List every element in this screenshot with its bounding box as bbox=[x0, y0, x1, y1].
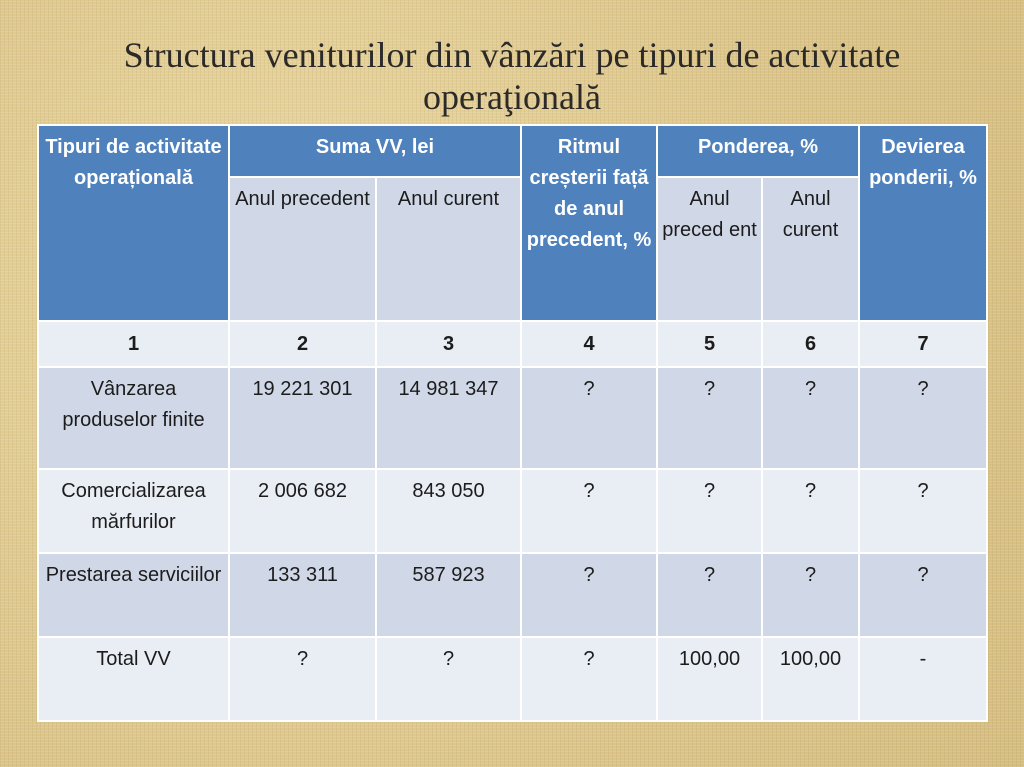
table-cell: ? bbox=[657, 367, 762, 469]
table-row bbox=[38, 367, 987, 469]
header-sum-previous-year: Anul precedent bbox=[229, 177, 376, 321]
table-cell: ? bbox=[657, 469, 762, 553]
table-cell: ? bbox=[657, 553, 762, 637]
table-cell: ? bbox=[521, 469, 657, 553]
column-number: 7 bbox=[859, 321, 987, 367]
header-share: Ponderea, % bbox=[657, 125, 859, 177]
table-cell: 587 923 bbox=[376, 553, 521, 637]
table-cell: ? bbox=[762, 469, 859, 553]
table-cell: ? bbox=[376, 637, 521, 721]
table-cell: ? bbox=[762, 553, 859, 637]
table-cell: ? bbox=[859, 553, 987, 637]
header-sum: Suma VV, lei bbox=[229, 125, 521, 177]
table-cell: 100,00 bbox=[657, 637, 762, 721]
column-number: 5 bbox=[657, 321, 762, 367]
table-cell: ? bbox=[762, 367, 859, 469]
table-cell: ? bbox=[521, 637, 657, 721]
table-cell: ? bbox=[859, 367, 987, 469]
table-cell: 100,00 bbox=[762, 637, 859, 721]
column-number: 1 bbox=[38, 321, 229, 367]
header-share-deviation: Devierea ponderii, % bbox=[859, 125, 987, 321]
row-label: Total VV bbox=[38, 637, 229, 721]
table-cell: 843 050 bbox=[376, 469, 521, 553]
row-label: Vânzarea produselor finite bbox=[38, 367, 229, 469]
column-number: 6 bbox=[762, 321, 859, 367]
table-row bbox=[38, 553, 987, 637]
column-number: 4 bbox=[521, 321, 657, 367]
row-label: Prestarea serviciilor bbox=[38, 553, 229, 637]
header-activity-type: Tipuri de activitate operațională bbox=[38, 125, 229, 321]
header-share-current-year: Anul curent bbox=[762, 177, 859, 321]
slide-title: Structura veniturilor din vânzări pe tipuri de activitate operaţională bbox=[123, 35, 901, 117]
table-cell: 2 006 682 bbox=[229, 469, 376, 553]
table-cell: 14 981 347 bbox=[376, 367, 521, 469]
header-sum-current-year: Anul curent bbox=[376, 177, 521, 321]
revenue-structure-table bbox=[37, 124, 988, 722]
table-cell: ? bbox=[229, 637, 376, 721]
table-row bbox=[38, 469, 987, 553]
table-row bbox=[38, 637, 987, 721]
table-cell: ? bbox=[859, 469, 987, 553]
column-number-row bbox=[38, 321, 987, 367]
column-number: 3 bbox=[376, 321, 521, 367]
header-growth-rate: Ritmul creșterii față de anul precedent, % bbox=[521, 125, 657, 321]
row-label: Comercializarea mărfurilor bbox=[38, 469, 229, 553]
column-number: 2 bbox=[229, 321, 376, 367]
table-cell: - bbox=[859, 637, 987, 721]
table-cell: 19 221 301 bbox=[229, 367, 376, 469]
table-cell: 133 311 bbox=[229, 553, 376, 637]
table-cell: ? bbox=[521, 367, 657, 469]
header-share-previous-year: Anul preced ent bbox=[657, 177, 762, 321]
table-cell: ? bbox=[521, 553, 657, 637]
